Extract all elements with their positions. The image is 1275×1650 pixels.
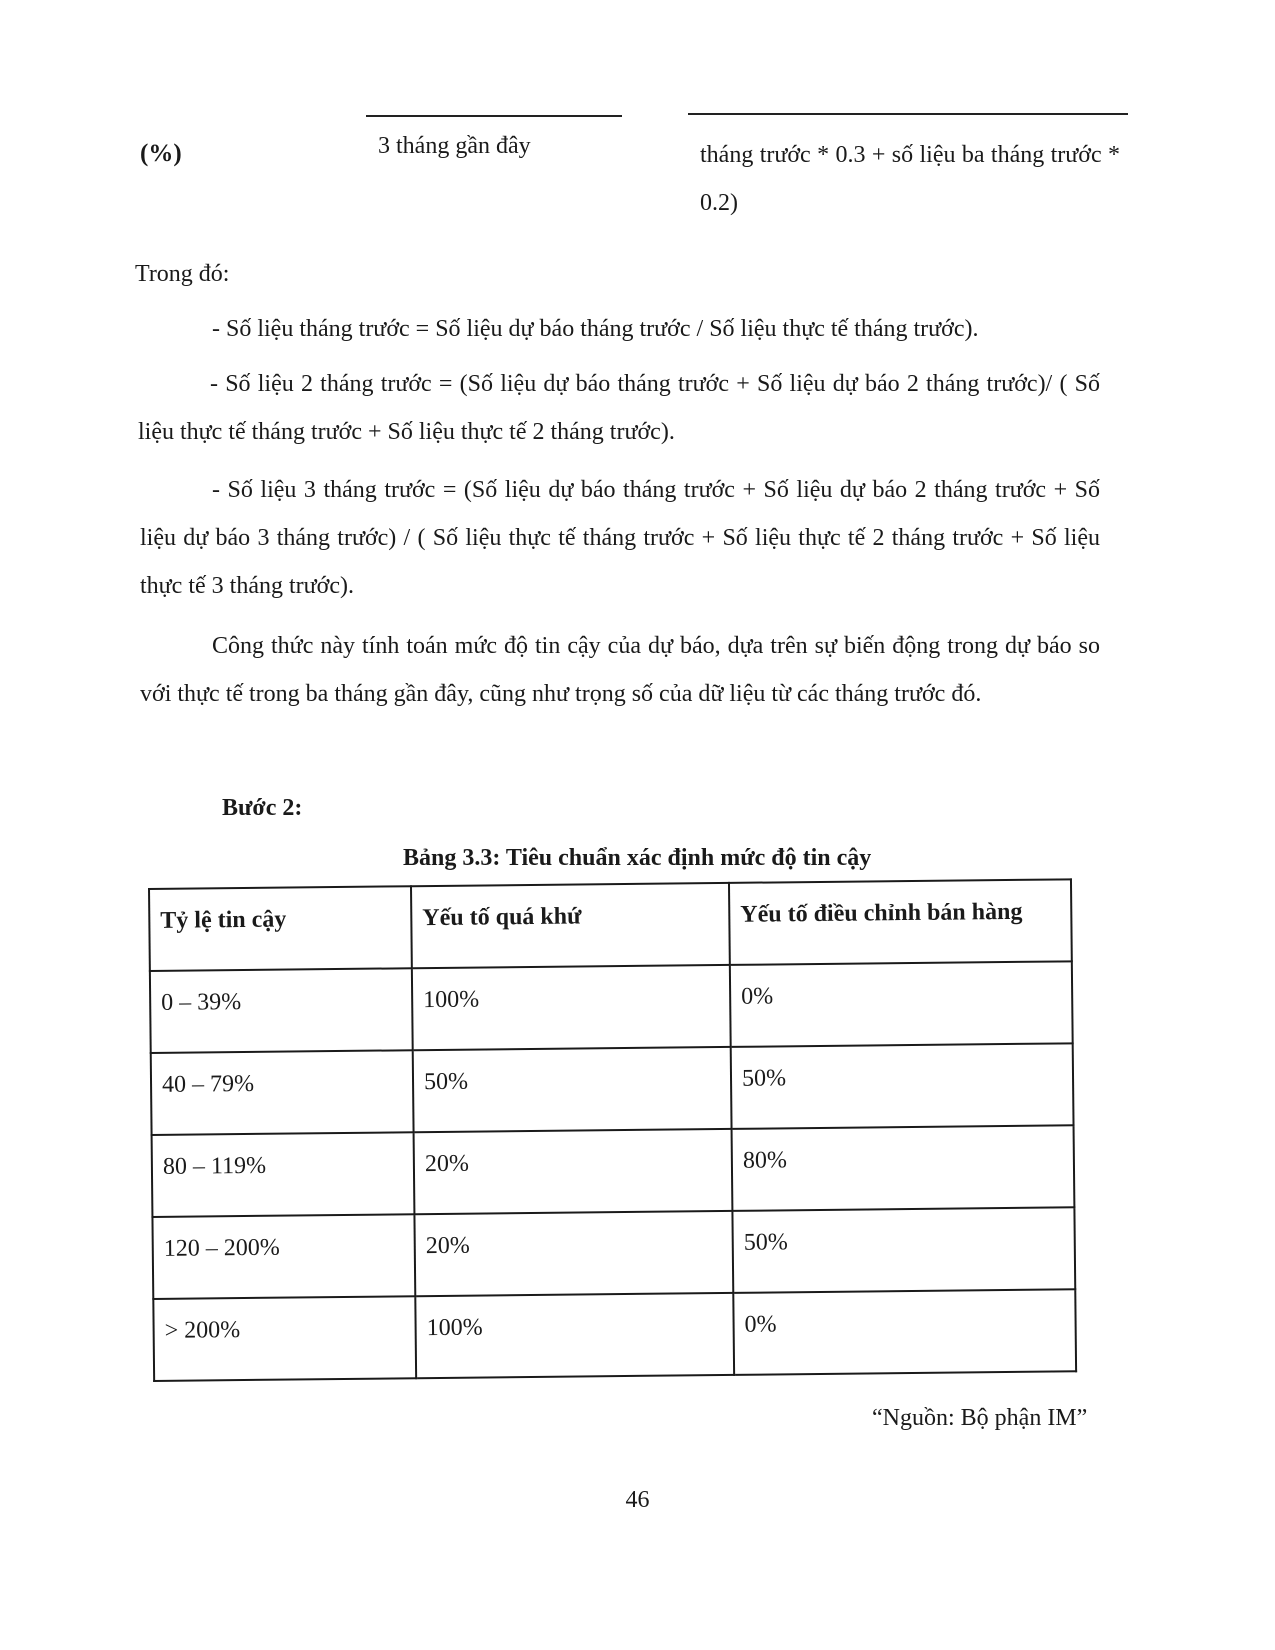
table-row xyxy=(153,1289,1076,1381)
table-border-fragment xyxy=(366,115,622,117)
table-cell: 50% xyxy=(731,1043,1074,1129)
continuation-row-label: (%) xyxy=(140,140,182,167)
definition-bullet-3: - Số liệu 3 tháng trước = (Số liệu dự báo tháng trước + Số liệu dự báo 2 tháng trước + Số liệu dự báo 3 tháng trước) / ( Số liệu thực tế tháng trước + Số liệu thực tế 2 tháng trước + Số liệu thực tế 3 tháng trước). xyxy=(140,477,1100,599)
table-cell: > 200% xyxy=(153,1296,416,1381)
criteria-table-wrapper xyxy=(148,878,1077,1382)
table-row xyxy=(152,1125,1075,1217)
table-cell: 0% xyxy=(733,1289,1076,1375)
intro-text: Trong đó: xyxy=(135,261,230,287)
definition-bullet-2: - Số liệu 2 tháng trước = (Số liệu dự báo tháng trước + Số liệu dự báo 2 tháng trước)/ ( Số liệu thực tế tháng trước + Số liệu thực tế 2 tháng trước). xyxy=(138,371,1100,445)
table-cell: 120 – 200% xyxy=(152,1214,415,1299)
table-cell: 0% xyxy=(730,961,1073,1047)
table-cell: 50% xyxy=(413,1047,732,1132)
explanation-paragraph: Công thức này tính toán mức độ tin cậy của dự báo, dựa trên sự biến động trong dự báo so với thực tế trong ba tháng gần đây, cũng như trọng số của dữ liệu từ các tháng trước đó. xyxy=(140,633,1100,707)
table-cell: 50% xyxy=(732,1207,1075,1293)
table-border-fragment xyxy=(688,113,1128,115)
header-cell: Yếu tố quá khứ xyxy=(411,883,730,968)
table-cell: 0 – 39% xyxy=(150,968,413,1053)
table-header-row xyxy=(149,879,1072,971)
table-cell: 100% xyxy=(412,965,731,1050)
table-cell: 20% xyxy=(414,1211,733,1296)
page-number: 46 xyxy=(625,1487,650,1513)
header-cell: Yếu tố điều chỉnh bán hàng xyxy=(729,879,1072,965)
table-cell: 20% xyxy=(414,1129,733,1214)
continuation-row-right: tháng trước * 0.3 + số liệu ba tháng trước * 0.2) xyxy=(700,142,1120,216)
header-cell: Tỷ lệ tin cậy xyxy=(149,886,412,971)
table-cell: 100% xyxy=(415,1293,734,1378)
criteria-table xyxy=(148,878,1077,1382)
table-cell: 80% xyxy=(732,1125,1075,1211)
step-heading: Bước 2: xyxy=(222,795,303,821)
table-row xyxy=(150,961,1073,1053)
definition-bullet-1: - Số liệu tháng trước = Số liệu dự báo tháng trước / Số liệu thực tế tháng trước). xyxy=(212,316,979,342)
table-row xyxy=(152,1207,1075,1299)
table-row xyxy=(151,1043,1074,1135)
continuation-row-middle: 3 tháng gần đây xyxy=(378,133,531,159)
table-source-note: “Nguồn: Bộ phận IM” xyxy=(872,1405,1088,1431)
table-cell: 40 – 79% xyxy=(151,1050,414,1135)
table-cell: 80 – 119% xyxy=(152,1132,415,1217)
table-caption: Bảng 3.3: Tiêu chuẩn xác định mức độ tin cậy xyxy=(403,845,872,871)
